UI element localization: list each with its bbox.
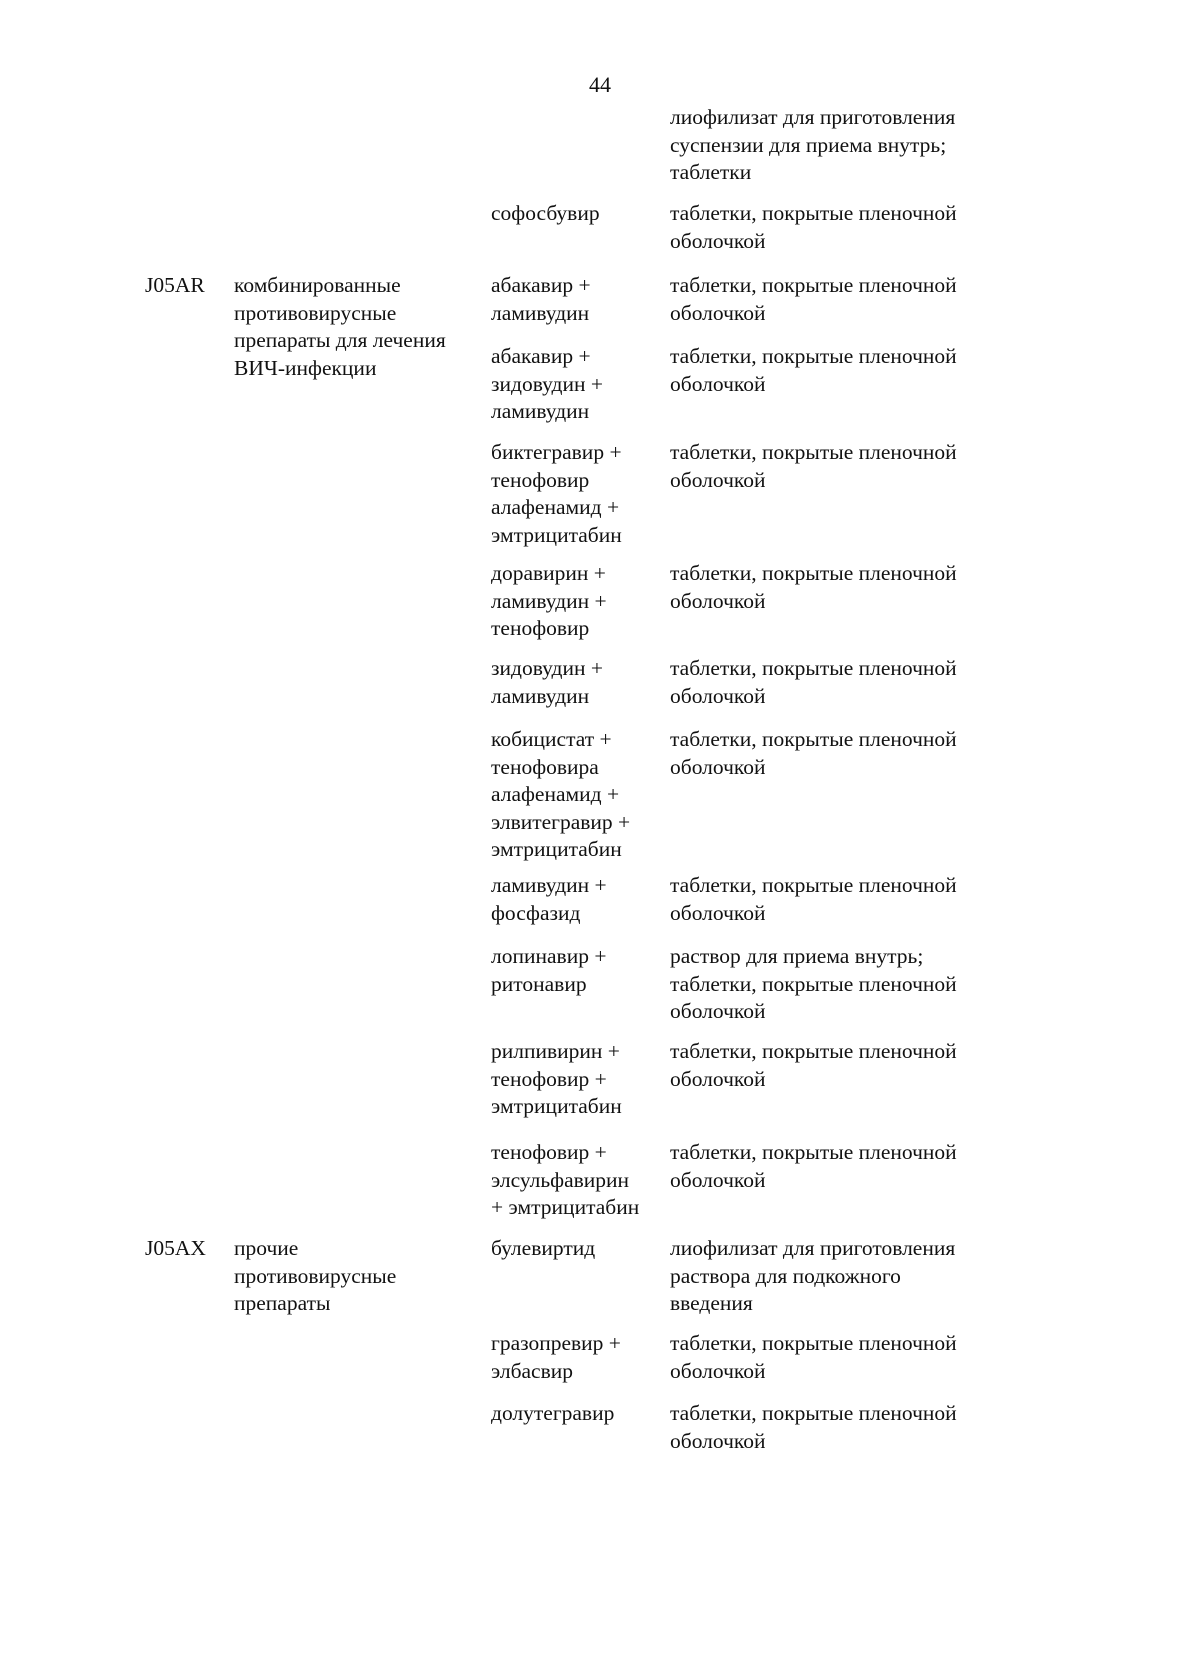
atc-code-j05ar: J05AR [145,273,205,297]
dosage-form: таблетки, покрытые пленочной оболочкой [670,873,957,925]
dosage-form-continuation: лиофилизат для приготовления суспензии для приема внутрь; таблетки [670,105,956,184]
atc-group-name-j05ar: комбинированные противовирусные препараты для лечения ВИЧ-инфекции [234,273,446,380]
dosage-form: таблетки, покрытые пленочной оболочкой [670,440,957,492]
drug-name: доравирин + ламивудин + тенофовир [491,561,607,640]
drug-name: кобицистат + тенофовира алафенамид + элвитегравир + эмтрицитабин [491,727,631,861]
drug-name: лопинавир + ритонавир [491,944,607,996]
dosage-form: таблетки, покрытые пленочной оболочкой [670,1331,957,1383]
dosage-form: таблетки, покрытые пленочной оболочкой [670,273,957,325]
dosage-form: таблетки, покрытые пленочной оболочкой [670,656,957,708]
drug-name-sofosbuvir: софосбувир [491,201,600,225]
drug-name: абакавир + зидовудин + ламивудин [491,344,603,423]
dosage-form: таблетки, покрытые пленочной оболочкой [670,1140,957,1192]
drug-name: булевиртид [491,1236,596,1260]
dosage-form: таблетки, покрытые пленочной оболочкой [670,1401,957,1453]
dosage-form: таблетки, покрытые пленочной оболочкой [670,201,957,253]
dosage-form: лиофилизат для приготовления раствора для подкожного введения [670,1236,956,1315]
dosage-form: таблетки, покрытые пленочной оболочкой [670,727,957,779]
drug-name: рилпивирин + тенофовир + эмтрицитабин [491,1039,622,1118]
drug-name: гразопревир + элбасвир [491,1331,621,1383]
atc-group-name-j05ax: прочие противовирусные препараты [234,1236,397,1315]
drug-name: абакавир + ламивудин [491,273,591,325]
drug-name: зидовудин + ламивудин [491,656,603,708]
drug-name: долутегравир [491,1401,615,1425]
drug-name: тенофовир + элсульфавирин + эмтрицитабин [491,1140,640,1219]
page-number: 44 [589,72,611,97]
drug-name: ламивудин + фосфазид [491,873,607,925]
dosage-form: таблетки, покрытые пленочной оболочкой [670,561,957,613]
atc-code-j05ax: J05AX [145,1236,206,1260]
dosage-form: таблетки, покрытые пленочной оболочкой [670,1039,957,1091]
dosage-form: таблетки, покрытые пленочной оболочкой [670,344,957,396]
drug-name: биктегравир + тенофовир алафенамид + эмтрицитабин [491,440,622,547]
dosage-form: раствор для приема внутрь; таблетки, покрытые пленочной оболочкой [670,944,957,1023]
